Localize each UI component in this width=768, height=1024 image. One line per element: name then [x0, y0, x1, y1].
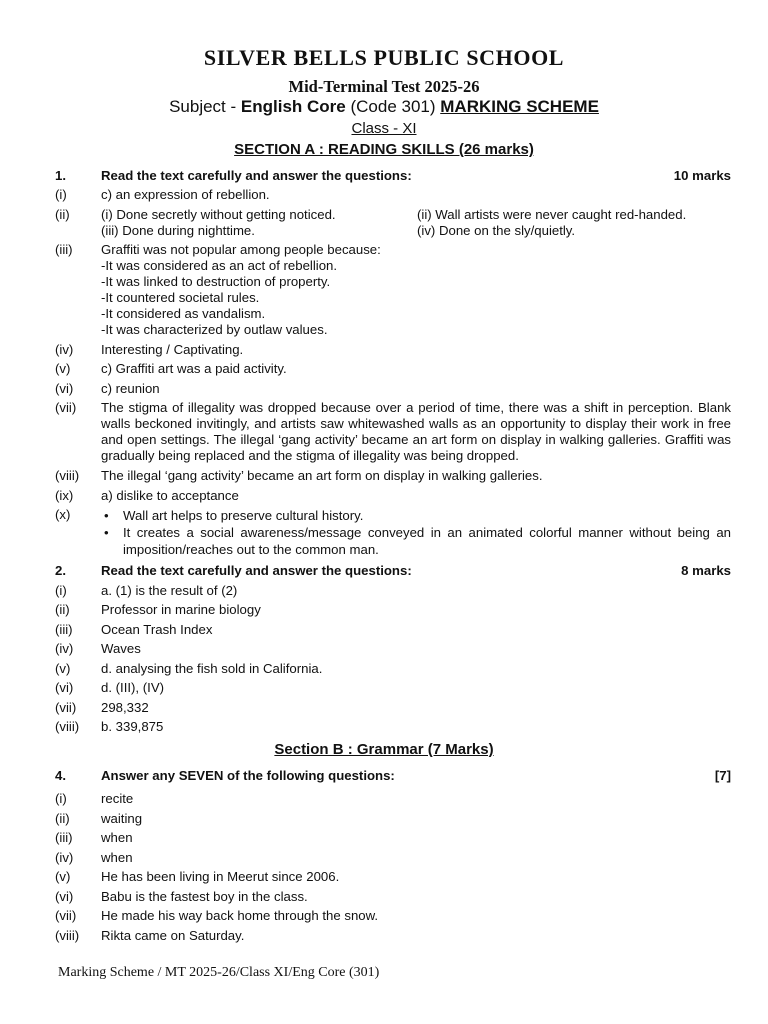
answer-number: (iv)	[55, 342, 74, 357]
answer-text: waiting	[101, 811, 143, 826]
answer-line: -It considered as vandalism.	[101, 306, 266, 321]
answer-number: (iii)	[55, 622, 73, 637]
answer-number: (vii)	[55, 908, 77, 923]
subject-code: (Code 301)	[345, 97, 441, 116]
question-marks: 10 marks	[673, 168, 731, 183]
answer-text: d. analysing the fish sold in California.	[101, 661, 323, 676]
bullet-icon: •	[104, 525, 109, 540]
answer-number: (iv)	[55, 850, 74, 865]
answer-text: 298,332	[101, 700, 149, 715]
answer-number: (vi)	[55, 889, 74, 904]
answer-part: (iv) Done on the sly/quietly.	[417, 223, 576, 238]
school-name: SILVER BELLS PUBLIC SCHOOL	[203, 45, 565, 70]
answer-text: Ocean Trash Index	[101, 622, 213, 637]
answer-number: (v)	[55, 661, 71, 676]
answer-text: Waves	[101, 641, 141, 656]
question-number: 1.	[55, 168, 66, 183]
answer-paragraph: The stigma of illegality was dropped because over a period of time, there was a shift in perception. Blank walls beckoned invitingly, and artists saw whitewashed walls as an opportunity to display their work in free and open settings. The illegal ‘gang activity’ became an art form on display in walking galleries. Graffiti was gradually being replaced and the stigma of illegality was being dropped.	[101, 400, 731, 463]
bullet-item	[101, 524, 731, 558]
answer-number: (ix)	[55, 488, 74, 503]
answer-text: c) reunion	[101, 381, 160, 396]
answer-row	[55, 207, 731, 239]
answer-line: -It countered societal rules.	[101, 290, 260, 305]
question-text: Read the text carefully and answer the questions:	[101, 168, 412, 183]
class-label: Class - XI	[351, 120, 417, 137]
answer-number: (iii)	[55, 830, 73, 845]
answer-number: (vii)	[55, 700, 77, 715]
bullet-text: Wall art helps to preserve cultural history.	[123, 508, 364, 523]
answer-number: (ii)	[55, 207, 70, 222]
answer-number: (viii)	[55, 719, 80, 734]
question-number: 4.	[55, 768, 66, 783]
answer-text: Babu is the fastest boy in the class.	[101, 889, 308, 904]
answer-text: d. (III), (IV)	[101, 680, 165, 695]
answer-text: a) dislike to acceptance	[101, 488, 239, 503]
answer-number: (i)	[55, 791, 67, 806]
answer-number: (x)	[55, 507, 71, 522]
answer-number: (vi)	[55, 680, 74, 695]
bullet-item	[101, 507, 731, 524]
page-footer: Marking Scheme / MT 2025-26/Class XI/Eng Core (301)	[58, 965, 380, 980]
answer-text: b. 339,875	[101, 719, 164, 734]
test-title: Mid-Terminal Test 2025-26	[288, 77, 480, 96]
answer-text: when	[101, 830, 133, 845]
subject-line	[0, 99, 768, 115]
answer-text: Rikta came on Saturday.	[101, 928, 245, 943]
answer-line: Graffiti was not popular among people because:	[101, 242, 381, 257]
answer-number: (viii)	[55, 468, 80, 483]
answer-number: (iii)	[55, 242, 73, 257]
answer-number: (i)	[55, 187, 67, 202]
answer-text: Interesting / Captivating.	[101, 342, 244, 357]
answer-line: -It was considered as an act of rebellion.	[101, 258, 338, 273]
answer-text	[101, 242, 731, 338]
question-number: 2.	[55, 563, 66, 578]
subject-name: English Core	[240, 97, 346, 116]
answer-text: The illegal ‘gang activity’ became an art form on display in walking galleries.	[101, 468, 543, 483]
section-a-title: SECTION A : READING SKILLS (26 marks)	[234, 141, 534, 158]
answer-text: c) Graffiti art was a paid activity.	[101, 361, 287, 376]
answer-number: (vii)	[55, 400, 77, 415]
answer-text: He has been living in Meerut since 2006.	[101, 869, 340, 884]
answer-number: (vi)	[55, 381, 74, 396]
question-text: Read the text carefully and answer the questions:	[101, 563, 412, 578]
answer-number: (ii)	[55, 811, 70, 826]
answer-number: (ii)	[55, 602, 70, 617]
answer-text: c) an expression of rebellion.	[101, 187, 270, 202]
answer-part: (ii) Wall artists were never caught red-handed.	[417, 207, 687, 222]
answer-number: (iv)	[55, 641, 74, 656]
answer-text: He made his way back home through the snow.	[101, 908, 379, 923]
answer-line: -It was linked to destruction of property.	[101, 274, 331, 289]
answer-part: (iii) Done during nighttime.	[101, 223, 255, 238]
answer-number: (v)	[55, 361, 71, 376]
answer-bullet-list	[101, 507, 731, 558]
subject-prefix: Subject -	[169, 97, 241, 116]
answer-number: (viii)	[55, 928, 80, 943]
bullet-icon: •	[104, 508, 109, 523]
answer-text: a. (1) is the result of (2)	[101, 583, 238, 598]
answer-text: Professor in marine biology	[101, 602, 261, 617]
scheme-label: MARKING SCHEME	[440, 97, 599, 116]
answer-number: (i)	[55, 583, 67, 598]
question-marks: 8 marks	[681, 563, 731, 578]
answer-text: recite	[101, 791, 134, 806]
question-text: Answer any SEVEN of the following questions:	[101, 768, 395, 783]
answer-number: (v)	[55, 869, 71, 884]
answer-part: (i) Done secretly without getting noticed.	[101, 207, 336, 222]
question-marks: [7]	[714, 768, 731, 783]
answer-text: when	[101, 850, 133, 865]
section-b-title: Section B : Grammar (7 Marks)	[274, 741, 494, 758]
answer-line: -It was characterized by outlaw values.	[101, 322, 328, 337]
bullet-text: It creates a social awareness/message conveyed in an animated colorful manner without being an imposition/reaches out to the common man.	[123, 525, 731, 557]
